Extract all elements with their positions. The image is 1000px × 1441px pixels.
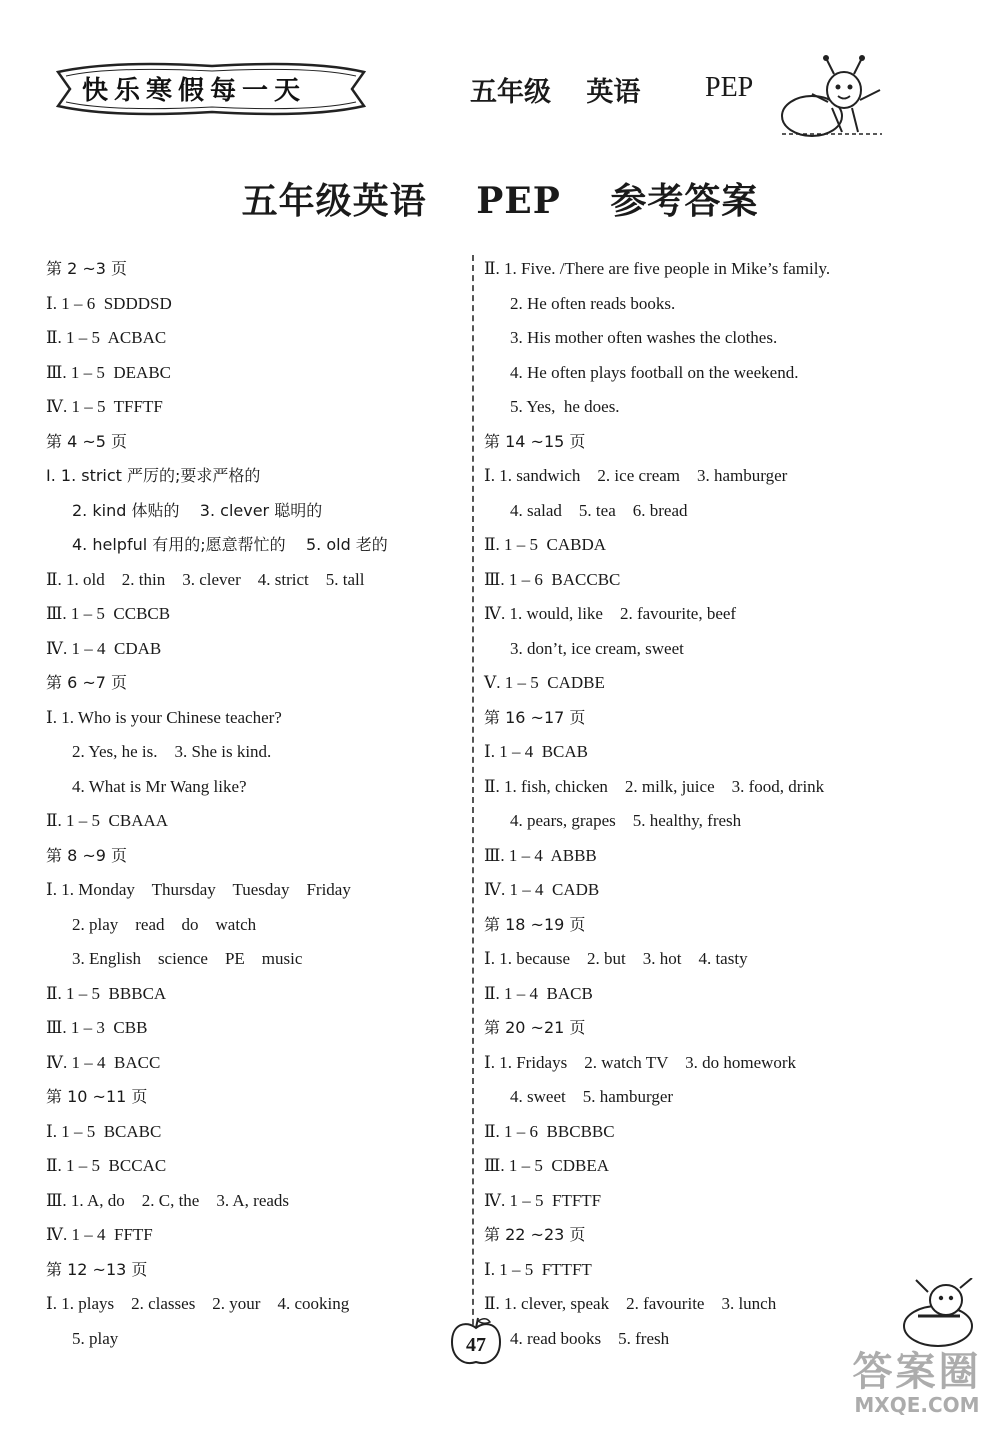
page-range-heading: 第 16 ~17 页 <box>484 707 586 727</box>
header-banner <box>52 58 370 120</box>
answer-line: Ⅲ. 1 – 5 CDBEA <box>484 1156 610 1175</box>
watermark-url: MXQE.COM <box>854 1393 980 1417</box>
answer-line: Ⅰ. 1. sandwich 2. ice cream 3. hamburger <box>484 466 788 485</box>
answer-line: Ⅰ. 1. Fridays 2. watch TV 3. do homework <box>484 1052 797 1072</box>
answers-left-column <box>46 252 456 1356</box>
answer-line: 3. English science PE music <box>72 949 303 968</box>
header-grade: 五年级 <box>470 77 551 108</box>
answer-line: Ⅲ. 1 – 3 CBB <box>46 1018 148 1037</box>
answer-line: Ⅲ. 1. A, do 2. C, the 3. A, reads <box>46 1190 290 1210</box>
answer-line: 5. play <box>72 1328 119 1348</box>
answer-line: Ⅳ. 1 – 5 TFFTF <box>46 397 163 416</box>
answer-line: Ⅰ. 1 – 5 BCABC <box>46 1121 162 1141</box>
answer-line: 4. sweet 5. hamburger <box>510 1087 674 1106</box>
answer-line: Ⅱ. 1 – 5 BBBCA <box>46 983 167 1003</box>
answer-line: Ⅰ. 1. Who is your Chinese teacher? <box>46 707 282 727</box>
answer-line: 5. Yes, he does. <box>510 397 620 416</box>
page-range-heading: 第 18 ~19 页 <box>484 914 586 934</box>
answer-line: Ⅰ. 1. because 2. but 3. hot 4. tasty <box>484 949 748 968</box>
answer-line: Ⅱ. 1 – 6 BBCBBC <box>484 1121 615 1141</box>
answer-line: 4. salad 5. tea 6. bread <box>510 500 688 520</box>
answer-line: 4. What is Mr Wang like? <box>72 776 247 796</box>
answer-line: Ⅱ. 1. old 2. thin 3. clever 4. strict 5. tall <box>46 569 365 589</box>
title-edition: PEP <box>476 180 561 222</box>
answer-line: Ⅳ. 1 – 4 FFTF <box>46 1225 153 1244</box>
answer-line: 2. play read do watch <box>72 914 257 934</box>
answer-line: 4. helpful 有用的;愿意帮忙的 5. old 老的 <box>72 535 388 554</box>
answer-line: Ⅲ. 1 – 5 CCBCB <box>46 604 171 623</box>
header-subject: 英语 <box>586 77 641 108</box>
answer-line: Ⅳ. 1 – 4 CDAB <box>46 638 162 658</box>
answer-line: 2. kind 体贴的 3. clever 聪明的 <box>72 500 323 520</box>
answer-line: Ⅳ. 1 – 4 BACC <box>46 1052 161 1072</box>
answer-line: Ⅳ. 1 – 4 CADB <box>484 880 600 899</box>
answer-line: 4. He often plays football on the weekend. <box>510 362 799 382</box>
page-range-heading: 第 4 ~5 页 <box>46 431 128 451</box>
title-answers: 参考答案 <box>610 180 759 222</box>
answer-line: Ⅱ. 1 – 5 BCCAC <box>46 1156 167 1175</box>
watermark-logo-text: 答案圈 <box>852 1349 982 1395</box>
page-number: 47 <box>466 1334 486 1356</box>
answer-line: Ⅰ. 1. Monday Thursday Tuesday Friday <box>46 880 351 899</box>
page-range-heading: 第 22 ~23 页 <box>484 1225 586 1244</box>
answer-line: Ⅱ. 1 – 5 CBAAA <box>46 811 169 830</box>
answer-line: Ⅰ. 1. strict 严厉的;要求严格的 <box>46 466 261 485</box>
answer-line: 4. read books 5. fresh <box>510 1328 670 1348</box>
page-range-heading: 第 14 ~15 页 <box>484 431 586 451</box>
answer-line: Ⅳ. 1 – 5 FTFTF <box>484 1190 602 1210</box>
answer-line: Ⅰ. 1 – 4 BCAB <box>484 742 589 761</box>
answer-line: Ⅳ. 1. would, like 2. favourite, beef <box>484 604 737 623</box>
answer-line: Ⅰ. 1. plays 2. classes 2. your 4. cooking <box>46 1294 350 1313</box>
page-range-heading: 第 2 ~3 页 <box>46 259 128 278</box>
page-range-heading: 第 10 ~11 页 <box>46 1087 148 1106</box>
page-title <box>0 173 1000 224</box>
answer-line: Ⅰ. 1 – 5 FTTFT <box>484 1259 592 1279</box>
header-edition: PEP <box>705 72 754 103</box>
answer-line: 2. He often reads books. <box>510 293 676 313</box>
watermark <box>838 1340 996 1417</box>
answer-line: Ⅱ. 1 – 4 BACB <box>484 983 593 1003</box>
answer-line: Ⅲ. 1 – 4 ABBB <box>484 845 597 865</box>
answer-line: Ⅱ. 1 – 5 ACBAC <box>46 328 167 347</box>
banner-title: 快乐寒假每一天 <box>82 76 307 106</box>
page-number-badge <box>448 1316 504 1368</box>
answer-line: 3. His mother often washes the clothes. <box>510 328 778 347</box>
answer-line: Ⅱ. 1. clever, speak 2. favourite 3. lunch <box>484 1294 777 1313</box>
header-meta <box>470 70 666 109</box>
snowman-mascot-icon <box>772 50 892 140</box>
answer-line: Ⅴ. 1 – 5 CADBE <box>484 673 605 692</box>
title-grade-subject: 五年级英语 <box>241 180 427 222</box>
column-divider <box>472 255 474 1355</box>
answer-line: Ⅲ. 1 – 5 DEABC <box>46 362 172 382</box>
answer-line: 3. don’t, ice cream, sweet <box>510 638 684 658</box>
page-range-heading: 第 12 ~13 页 <box>46 1259 148 1279</box>
snowman-bottom-icon <box>888 1278 988 1348</box>
page-range-heading: 第 8 ~9 页 <box>46 845 128 865</box>
answer-line: Ⅱ. 1. fish, chicken 2. milk, juice 3. food, drink <box>484 776 825 796</box>
answer-line: Ⅲ. 1 – 6 BACCBC <box>484 569 621 589</box>
answer-line: Ⅰ. 1 – 6 SDDDSD <box>46 293 172 313</box>
answer-line: Ⅱ. 1. Five. /There are five people in Mike’s family. <box>484 259 831 278</box>
answer-line: Ⅱ. 1 – 5 CABDA <box>484 535 607 554</box>
page-range-heading: 第 20 ~21 页 <box>484 1018 586 1037</box>
answer-line: 2. Yes, he is. 3. She is kind. <box>72 742 272 761</box>
answers-right-column <box>484 252 924 1356</box>
answer-line: 4. pears, grapes 5. healthy, fresh <box>510 811 742 830</box>
page-range-heading: 第 6 ~7 页 <box>46 673 128 692</box>
